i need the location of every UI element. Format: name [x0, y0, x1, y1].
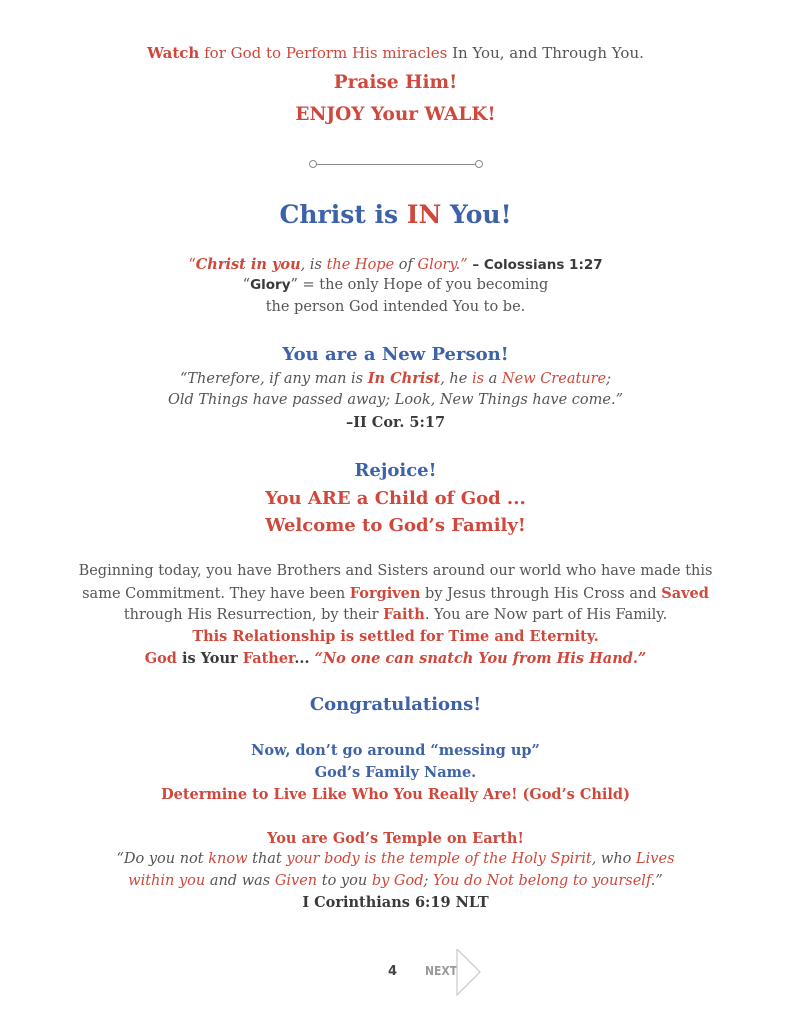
new-person-ref: –II Cor. 5:17 [345, 414, 446, 431]
t2-b: to you [317, 873, 372, 889]
child-of-god: You ARE a Child of God ... [265, 488, 526, 509]
temple-ref: I Corinthians 6:19 NLT [302, 894, 489, 911]
hope-word: the Hope [326, 257, 395, 273]
watch-word: Watch [147, 44, 200, 62]
new-person-quote-1 [0, 370, 791, 387]
in-christ: In Christ [367, 370, 441, 387]
q-is: , is [300, 257, 327, 273]
intended-line: the person God intended You to be. [265, 299, 526, 315]
within-you: within you [128, 873, 206, 889]
new-person-title: You are a New Person! [282, 344, 509, 365]
np-a: “Therefore, if any man is [179, 371, 368, 387]
colossians-quote [0, 256, 791, 273]
not-belong: You do Not belong to yourself [433, 873, 651, 889]
p2-a: same Commitment. They have been [82, 586, 350, 602]
colossians-ref: – Colossians 1:27 [467, 257, 603, 273]
top-line [0, 44, 791, 62]
glory-word: Glory [417, 257, 456, 273]
rejoice: Rejoice! [354, 460, 437, 481]
forgiven: Forgiven [349, 585, 421, 602]
know-word: know [208, 851, 248, 867]
temple-quote-2 [0, 873, 791, 889]
q-of: of [394, 257, 418, 273]
q-open: “ [188, 257, 196, 273]
t1-c: , who [591, 851, 637, 867]
enjoy-walk: ENJOY Your WALK! [295, 104, 496, 125]
np-d: ; [606, 371, 612, 387]
glory-bold: Glory [250, 277, 291, 293]
title-in: IN [406, 200, 442, 229]
new-person-quote-2: Old Things have passed away; Look, New Things have come.” [167, 392, 624, 408]
p3-b: . You are Now part of His Family. [424, 607, 668, 623]
family-line-3: Determine to Live Like Who You Really Are! (God’s Child) [161, 786, 630, 803]
para-line-3 [0, 606, 791, 623]
g-rest: ” = the only Hope of you becoming [290, 277, 549, 293]
miracles-word: miracles [382, 44, 448, 62]
g-open: “ [242, 277, 251, 293]
congratulations: Congratulations! [309, 694, 482, 715]
new-creature: New Creature [501, 371, 607, 387]
para-line-2 [0, 585, 791, 602]
praise-him: Praise Him! [333, 72, 458, 93]
t1-b: that [247, 851, 287, 867]
next-arrow-icon[interactable] [455, 948, 483, 996]
family-line-2: God’s Family Name. [314, 764, 477, 781]
page-title [0, 200, 791, 229]
t2-a: and was [205, 873, 275, 889]
christ-in-you: Christ in you [195, 256, 301, 273]
p2-b: by Jesus through His Cross and [420, 586, 662, 602]
np-is: is [471, 371, 485, 387]
next-button[interactable]: NEXT [425, 964, 458, 978]
title-part-b: You! [441, 200, 512, 229]
divider [309, 160, 483, 168]
q-close: .” [455, 257, 468, 273]
temple-quote-1 [0, 851, 791, 867]
para-line-1: Beginning today, you have Brothers and Sisters around our world who have made this [78, 563, 713, 579]
by-god: by God [371, 873, 424, 889]
welcome-family: Welcome to God’s Family! [265, 515, 526, 536]
top-text-a: for God to Perform His [199, 44, 383, 62]
title-part-a: Christ is [279, 200, 407, 229]
p3-a: through His Resurrection, by their [123, 607, 384, 623]
given-word: Given [274, 873, 318, 889]
lives-word: Lives [636, 851, 675, 867]
temple-title: You are God’s Temple on Earth! [267, 830, 524, 847]
faith: Faith [383, 606, 425, 623]
p5-b: ... [294, 650, 315, 667]
father-word: Father [242, 650, 295, 667]
para-line-5 [0, 650, 791, 667]
body-temple: your body is the temple of the Holy Spirit [286, 851, 592, 867]
np-c: a [484, 371, 502, 387]
page-number: 4 [388, 964, 398, 979]
glory-line [0, 277, 791, 293]
god-word: God [144, 650, 177, 667]
family-line-1: Now, don’t go around “messing up” [251, 742, 540, 759]
top-text-b: In You, and Through You. [447, 44, 644, 62]
t2-d: .” [650, 873, 663, 889]
t2-c: ; [423, 873, 433, 889]
p5-a: is Your [176, 650, 243, 667]
snatch-quote: “No one can snatch You from His Hand.” [314, 650, 647, 667]
t1-a: “Do you not [116, 851, 209, 867]
saved: Saved [661, 585, 709, 602]
para-line-4: This Relationship is settled for Time and Eternity. [192, 628, 599, 645]
np-b: , he [440, 371, 472, 387]
